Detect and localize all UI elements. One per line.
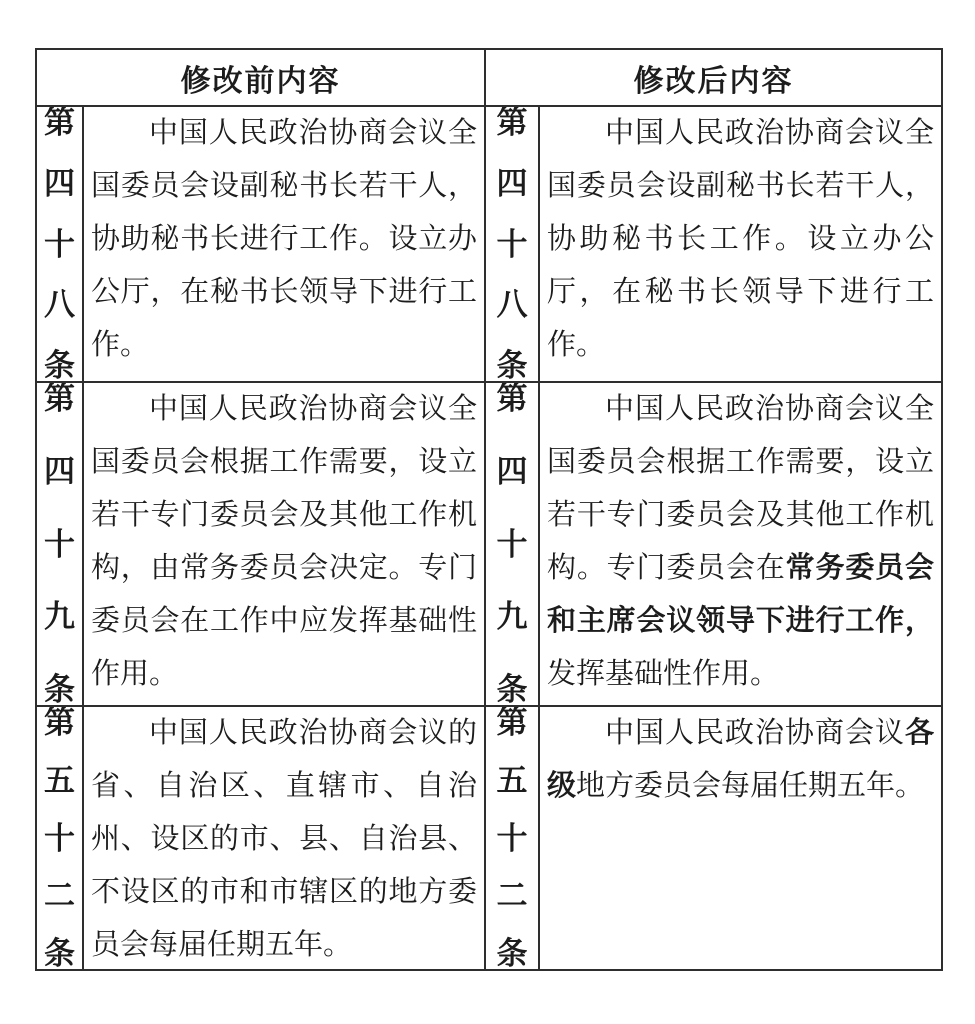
article-char: 四 xyxy=(496,165,528,201)
article-number-before xyxy=(37,707,84,969)
article-char: 条 xyxy=(496,348,528,383)
article-number-after xyxy=(486,707,540,969)
cell-paragraph xyxy=(547,383,934,701)
cell-paragraph xyxy=(91,107,477,372)
article-char: 二 xyxy=(44,878,75,914)
body-text: 发挥基础性作用。 xyxy=(547,658,780,690)
article-number-before xyxy=(37,107,84,383)
article-char: 五 xyxy=(496,762,528,798)
after-text-cell xyxy=(540,107,941,383)
article-number-after xyxy=(486,383,540,707)
article-char: 十 xyxy=(496,820,528,856)
cell-paragraph xyxy=(547,107,934,372)
article-char: 条 xyxy=(496,936,528,969)
before-text-cell xyxy=(84,107,486,383)
amended-bold-text: 常务委员会和主席会议领导下进行工作， xyxy=(547,552,934,637)
before-text-cell xyxy=(84,707,486,969)
header-before-content xyxy=(37,50,486,107)
article-char: 八 xyxy=(44,287,75,323)
article-char: 第 xyxy=(496,383,528,416)
amended-bold-text: 各级 xyxy=(547,717,934,802)
body-text: 中国人民政治协商会议的省、自治区、直辖市、自治州、设区的市、县、自治县、不设区的市和市辖区的地方委员会每届任期五年。 xyxy=(91,717,477,961)
article-char: 十 xyxy=(44,820,75,856)
article-char: 九 xyxy=(44,599,75,635)
article-char: 第 xyxy=(496,707,528,740)
amendment-comparison-table xyxy=(35,48,943,971)
article-char: 八 xyxy=(496,287,528,323)
article-number-after xyxy=(486,107,540,383)
article-char: 四 xyxy=(44,165,75,201)
article-char: 四 xyxy=(44,453,75,489)
article-char: 条 xyxy=(44,348,75,383)
article-char: 第 xyxy=(496,107,528,140)
after-text-cell xyxy=(540,707,941,969)
article-char: 条 xyxy=(44,672,75,707)
after-text-cell xyxy=(540,383,941,707)
article-char: 第 xyxy=(44,107,75,140)
article-char: 第 xyxy=(44,383,75,416)
body-text: 中国人民政治协商会议 xyxy=(605,717,905,749)
header-after-content xyxy=(486,50,941,107)
body-text: 中国人民政治协商会议全国委员会设副秘书长若干人，协助秘书长进行工作。设立办公厅，在秘书长领导下进行工作。 xyxy=(91,117,477,361)
article-char: 十 xyxy=(44,526,75,562)
header-after-label: 修改后内容 xyxy=(633,64,794,98)
body-text: 中国人民政治协商会议全国委员会根据工作需要，设立若干专门委员会及其他工作机构。专门委员会在 xyxy=(547,393,934,584)
header-before-label: 修改前内容 xyxy=(180,64,341,98)
cell-paragraph xyxy=(91,383,477,701)
article-char: 十 xyxy=(496,526,528,562)
cell-paragraph xyxy=(91,707,477,969)
article-char: 十 xyxy=(44,226,75,262)
article-char: 四 xyxy=(496,453,528,489)
before-text-cell xyxy=(84,383,486,707)
article-char: 九 xyxy=(496,599,528,635)
article-number-before xyxy=(37,383,84,707)
article-char: 第 xyxy=(44,707,75,740)
cell-paragraph xyxy=(547,707,934,813)
body-text: 地方委员会每届任期五年。 xyxy=(576,770,925,802)
article-char: 十 xyxy=(496,226,528,262)
body-text: 中国人民政治协商会议全国委员会设副秘书长若干人，协助秘书长工作。设立办公厅，在秘书长领导下进行工作。 xyxy=(547,117,934,361)
article-char: 条 xyxy=(496,672,528,707)
article-char: 条 xyxy=(44,936,75,969)
article-char: 二 xyxy=(496,878,528,914)
body-text: 中国人民政治协商会议全国委员会根据工作需要，设立若干专门委员会及其他工作机构，由常务委员会决定。专门委员会在工作中应发挥基础性作用。 xyxy=(91,393,477,690)
article-char: 五 xyxy=(44,762,75,798)
